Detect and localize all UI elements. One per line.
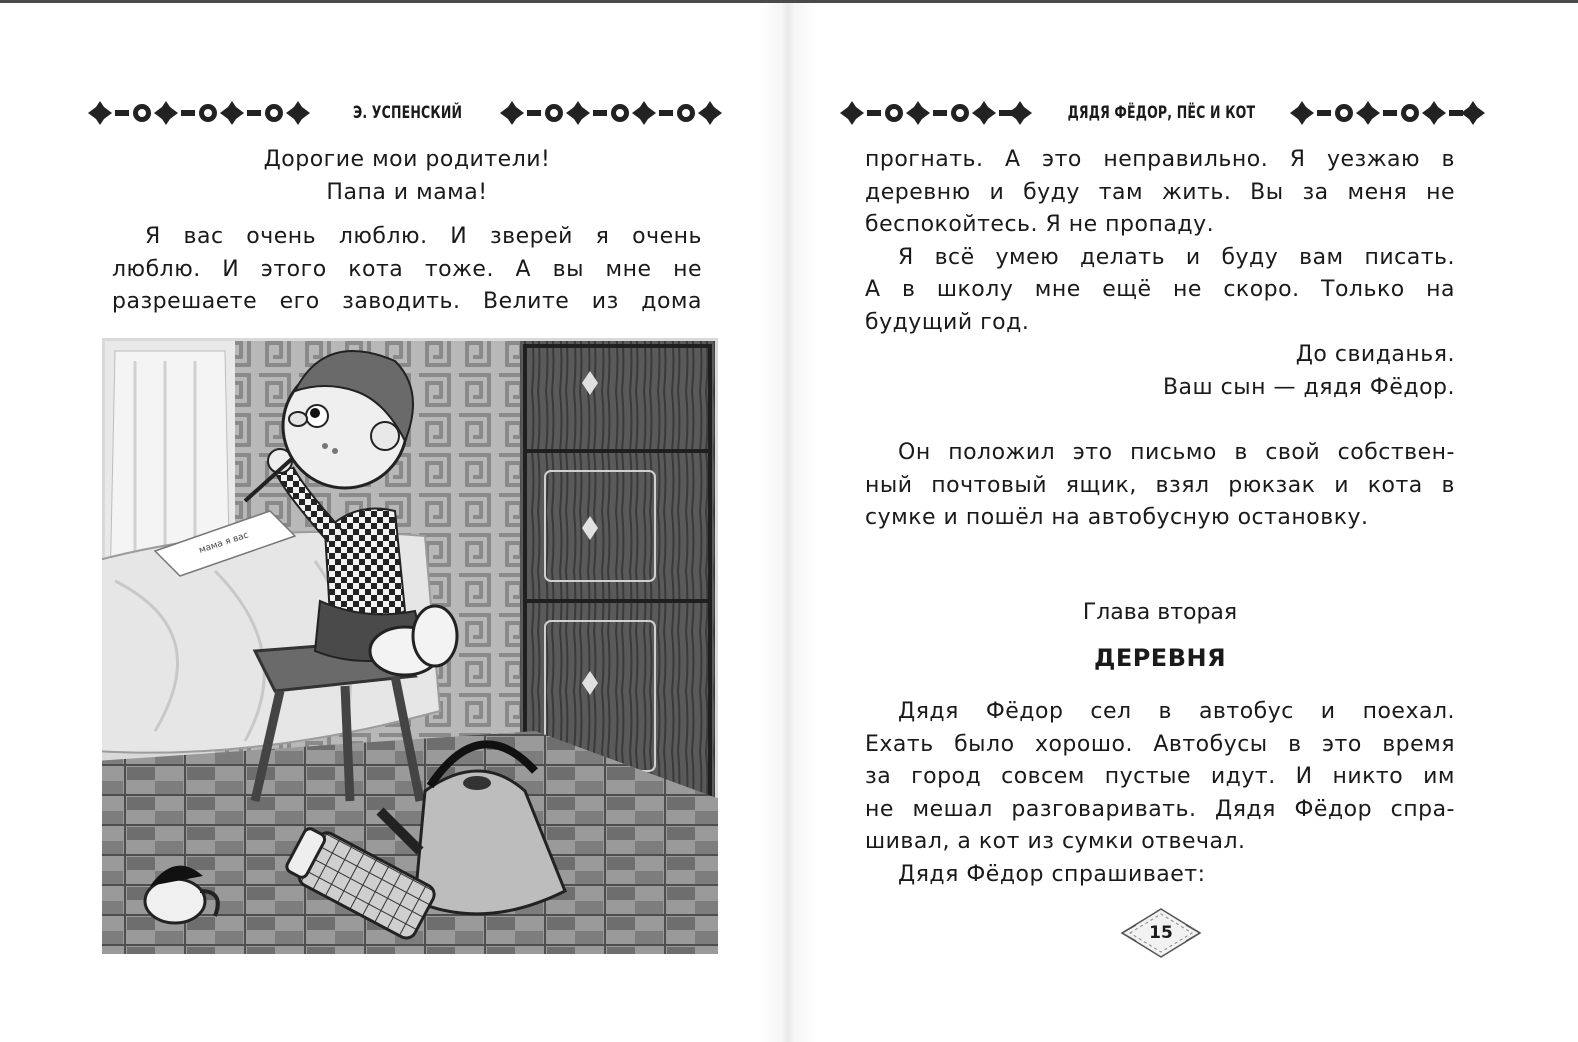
letter-paragraph [112,221,702,319]
letter-continuation [865,144,1455,404]
text-line: деревню и буду там жить. Вы за меня не [865,179,1455,205]
page-number-badge [1120,907,1202,959]
page-number: 15 [1149,923,1173,943]
chapter-text [865,696,1455,891]
signoff-line: Ваш сын — дядя Фёдор. [1162,374,1455,400]
text-line: Ехать было хорошо. Автобусы в это время [865,731,1455,757]
book-spread [0,3,1578,1042]
right-running-title: ДЯДЯ ФЁДОР, ПЁС И КОТ [1067,103,1255,123]
chapter-title: ДЕРЕВНЯ [1093,644,1227,672]
text-line: Я всё умею делать и буду вам писать. [898,244,1455,270]
text-line: Дядя Фёдор сел в автобус и поехал. [898,699,1455,724]
text-line: Дядя Фёдор спрашивает: [898,861,1206,887]
text-line: беспокойтесь. Я не пропаду. [865,212,1215,237]
letter-paper-text: мама я вас [197,530,250,556]
text-line: Я вас очень люблю. И зверей я очень [145,224,702,249]
text-line: будущий год. [865,309,1030,335]
chapter-label: Глава вторая [1082,600,1238,625]
book-gutter-shadow [760,3,816,1042]
text-line: А в школу мне ещё не скоро. Только на [865,277,1455,302]
greeting-line: Папа и мама! [326,179,488,205]
text-line: разрешаете его заводить. Велите из дома [112,289,702,314]
text-line: прогнать. А это неправильно. Я уезжаю в [865,147,1455,172]
text-line: сумке и пошёл на автобусную остановку. [865,505,1369,530]
text-line: не мешал разговаривать. Дядя Фёдор спра- [865,796,1455,822]
header-ornament-icon [840,98,1032,128]
text-line: люблю. И этого кота тоже. А вы мне не [112,256,702,282]
signoff-line: До свиданья. [1295,342,1455,367]
header-ornament-icon [1290,98,1485,128]
header-ornament-icon [500,98,728,128]
letter-greeting [112,144,702,209]
narrative-paragraph [865,437,1455,535]
left-running-title: Э. УСПЕНСКИЙ [353,103,463,123]
header-ornament-icon [88,98,316,128]
text-line: ный почтовый ящик, взял рюкзак и кота в [865,472,1455,498]
left-page [0,3,788,1042]
left-running-header [88,98,728,128]
greeting-line: Дорогие мои родители! [263,147,551,172]
text-line: Он положил это письмо в свой собствен- [898,440,1455,465]
right-running-header [840,98,1485,128]
text-line: за город совсем пустые идут. И никто им [865,764,1455,789]
illustration-boy-writing-letter [95,331,725,961]
text-line: шивал, а кот из сумки отвечал. [865,829,1246,854]
